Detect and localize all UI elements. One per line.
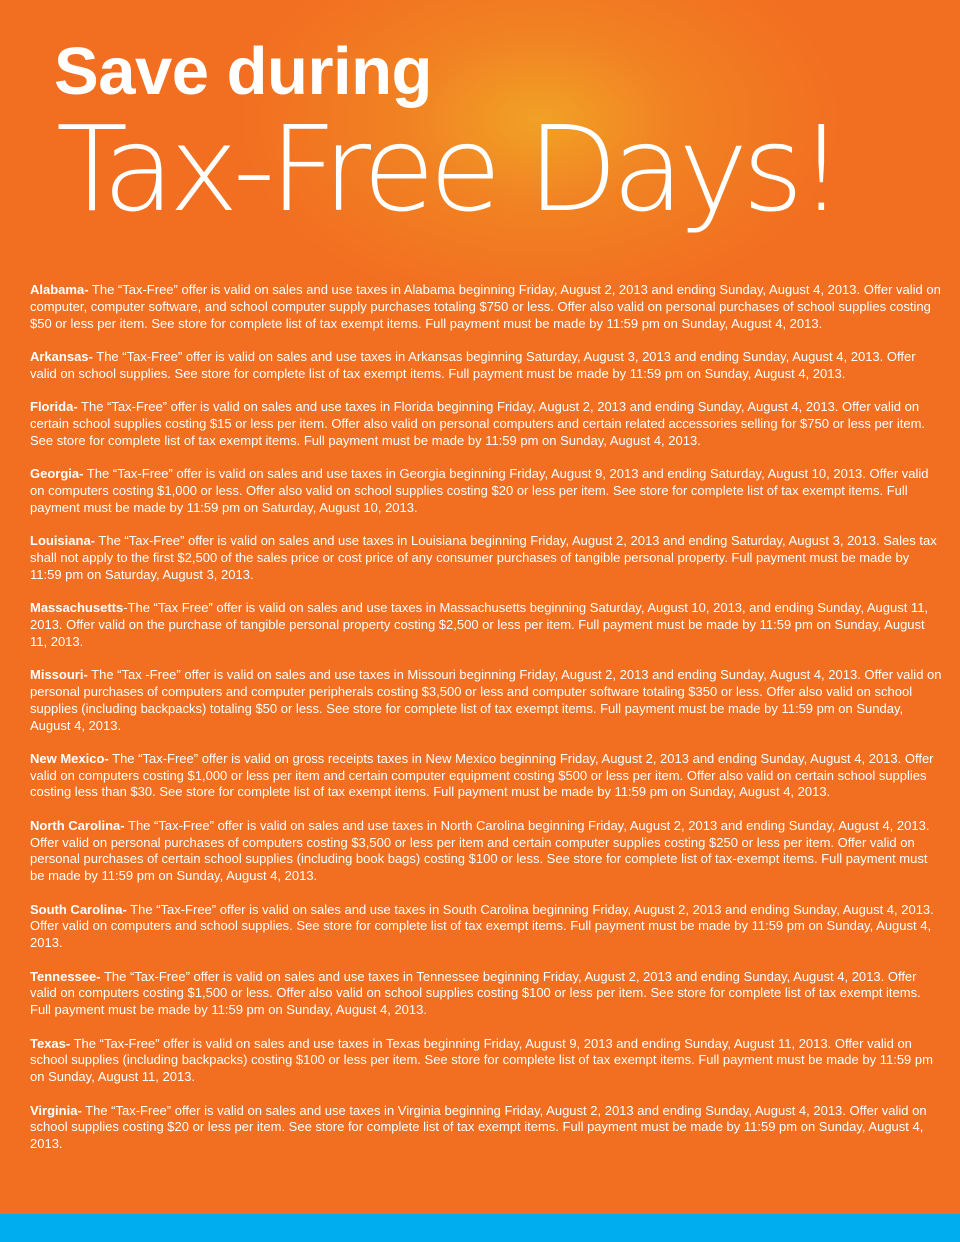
offer-text: -The “Tax Free” offer is valid on sales and use taxes in Massachusetts beginning Saturday, August 10, 2013, and ending Sunday, August 11, 2013. Offer valid on the purchase of tangible personal property costing $2,500 or less per item. Full payment must be made by 11:59 pm on Sunday, August 11, 2013. <box>30 600 929 649</box>
offer-text: The “Tax-Free” offer is valid on sales and use taxes in Tennessee beginning Friday, August 2, 2013 and ending Sunday, August 4, 2013. Offer valid on computers costing $1,500 or less. Offer also valid on school supplies costing $100 or less per item. See store for complete list of tax exempt items. Full payment must be made by 11:59 pm on Sunday, August 4, 2013. <box>30 968 921 1018</box>
offer-text: The “Tax -Free” offer is valid on sales and use taxes in Missouri beginning Friday, August 2, 2013 and ending Sunday, August 4, 2013. Offer valid on personal purchases of computers and computer peripherals costing $3,500 or less and computer software totaling $350 or less. Offer also valid on school supplies (including backpacks) totaling $50 or less. See store for complete list of tax exempt items. Full payment must be made by 11:59 pm on Sunday, August 4, 2013. <box>30 667 942 733</box>
offer-north-carolina <box>30 818 942 885</box>
offer-texas <box>30 1036 942 1086</box>
offer-text: The “Tax-Free” offer is valid on sales and use taxes in Arkansas beginning Saturday, August 3, 2013 and ending Sunday, August 4, 2013. Offer valid on school supplies. See store for complete list of tax exempt items. Full payment must be made by 11:59 pm on Sunday, August 4, 2013. <box>30 348 916 381</box>
offer-tennessee <box>30 969 942 1019</box>
headline-save-during: Save during <box>54 34 432 109</box>
offer-text: The “Tax-Free” offer is valid on sales and use taxes in Georgia beginning Friday, August 9, 2013 and ending Saturday, August 10, 2013. Offer valid on computers costing $1,000 or less. Offer also valid on school supplies costing $20 or less per item. See store for complete list of tax exempt items. Full payment must be made by 11:59 pm on Saturday, August 10, 2013. <box>30 466 929 515</box>
state-name: Missouri- <box>30 667 88 683</box>
state-name: Virginia- <box>30 1102 82 1118</box>
state-name: South Carolina- <box>30 901 127 917</box>
offer-new-mexico <box>30 751 942 801</box>
offer-massachusetts <box>30 600 942 650</box>
offer-virginia <box>30 1103 942 1153</box>
offer-arkansas <box>30 349 942 383</box>
state-name: Arkansas- <box>30 348 93 364</box>
offer-text: The “Tax-Free” offer is valid on sales and use taxes in Louisiana beginning Friday, August 2, 2013 and ending Saturday, August 3, 2013. Sales tax shall not apply to the first $2,500 of the sales price or cost price of any consumer purchases of tangible personal property. Full payment must be made by 11:59 pm on Saturday, August 3, 2013. <box>30 533 937 582</box>
offer-louisiana <box>30 533 942 583</box>
state-name: Massachusetts <box>30 600 124 616</box>
footer-color-bar <box>0 1214 960 1242</box>
offer-text: The “Tax-Free” offer is valid on sales and use taxes in North Carolina beginning Friday, August 2, 2013 and ending Sunday, August 4, 2013. Offer valid on personal purchases of computers costing $3,500 or less per item and certain computer supplies costing $250 or less per item. Offer valid on personal purchases of certain school supplies (including book bags) costing $100 or less. See store for complete list of tax-exempt items. Full payment must be made by 11:59 pm on Sunday, August 4, 2013. <box>30 817 930 884</box>
offer-missouri <box>30 667 942 734</box>
headline-tax-free-days: Tax-Free Days! <box>56 100 839 238</box>
state-name: Georgia- <box>30 466 84 482</box>
offer-florida <box>30 399 942 449</box>
offer-text: The “Tax-Free” offer is valid on gross receipts taxes in New Mexico beginning Friday, August 2, 2013 and ending Sunday, August 4, 2013. Offer valid on computers costing $1,000 or less per item and certain computer equipment costing $500 or less per item. Offer also valid on certain school supplies costing less than $30. See store for complete list of tax exempt items. Full payment must be made by 11:59 pm on Sunday, August 4, 2013. <box>30 750 934 800</box>
offer-text: The “Tax-Free” offer is valid on sales and use taxes in Florida beginning Friday, August 2, 2013 and ending Sunday, August 4, 2013. Offer valid on certain school supplies costing $15 or less per item. Offer also valid on personal computers and certain related accessories selling for $750 or less per item. See store for complete list of tax exempt items. Full payment must be made by 11:59 pm on Sunday, August 4, 2013. <box>30 399 926 448</box>
state-name: Florida- <box>30 399 78 415</box>
offer-text: The “Tax-Free” offer is valid on sales and use taxes in Texas beginning Friday, August 9, 2013 and ending Sunday, August 11, 2013. Offer valid on school supplies (including backpacks) costing $100 or less per item. See store for complete list of tax exempt items. Full payment must be made by 11:59 pm on Sunday, August 11, 2013. <box>30 1035 933 1085</box>
offer-text: The “Tax-Free” offer is valid on sales and use taxes in Alabama beginning Friday, August 2, 2013 and ending Sunday, August 4, 2013. Offer valid on computer, computer software, and school computer supply purchases totaling $750 or less. Offer also valid on personal purchases of school supplies costing $50 or less per item. See store for complete list of tax exempt items. Full payment must be made by 11:59 pm on Sunday, August 4, 2013. <box>30 282 941 331</box>
state-name: Louisiana- <box>30 533 96 549</box>
offer-georgia <box>30 466 942 516</box>
state-offers-list <box>30 282 942 1170</box>
offer-text: The “Tax-Free” offer is valid on sales and use taxes in Virginia beginning Friday, August 2, 2013 and ending Sunday, August 4, 2013. Offer valid on school supplies costing $20 or less per item. See store for complete list of tax exempt items. Full payment must be made by 11:59 pm on Sunday, August 4, 2013. <box>30 1102 927 1152</box>
state-name: North Carolina- <box>30 817 125 833</box>
state-name: Tennessee- <box>30 968 101 984</box>
offer-south-carolina <box>30 902 942 952</box>
offer-text: The “Tax-Free” offer is valid on sales and use taxes in South Carolina beginning Friday, August 2, 2013 and ending Sunday, August 4, 2013. Offer valid on computers and school supplies. See store for complete list of tax exempt items. Full payment must be made by 11:59 pm on Sunday, August 4, 2013. <box>30 901 934 951</box>
state-name: Alabama- <box>30 282 89 297</box>
offer-alabama <box>30 282 942 332</box>
state-name: New Mexico- <box>30 750 109 766</box>
state-name: Texas- <box>30 1035 71 1051</box>
